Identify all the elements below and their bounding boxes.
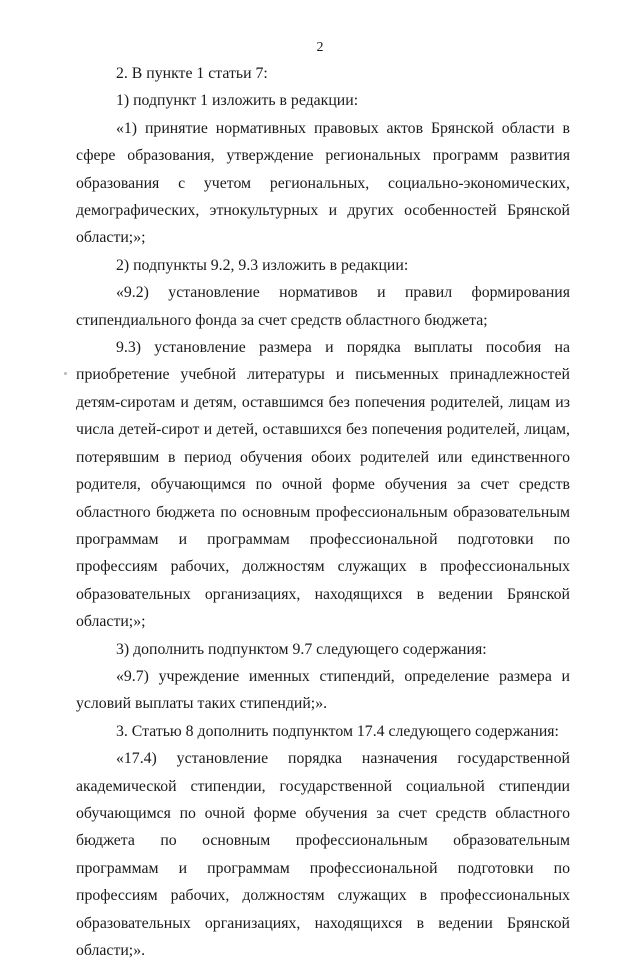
paragraph-quote-9-3: 9.3) установление размера и порядка выплаты пособия на приобретение учебной литературы и письменных принадлежностей детям-сиротам и детям, оставшимся без попечения родителей, лицам из числа детей-сирот и детей, оставшихся без попечения родителей, лицам, потерявшим в период обучения обоих родителей или единственного родителя, обучающимся по очной форме обучения за счет средств областного бюджета по основным профессиональным образовательным программам и программам профессиональной подготовки по профессиям рабочих, должностям служащих в профессиональных образовательных организациях, находящихся в ведении Брянской области;»; <box>76 339 570 631</box>
paragraph-item-3-heading: 3. Статью 8 дополнить подпунктом 17.4 следующего содержания: <box>116 722 559 740</box>
document-body <box>76 60 570 964</box>
paragraph-quote-1: «1) принятие нормативных правовых актов Брянской области в сфере образования, утверждение региональных программ развития образования с учетом региональных, социально-экономических, демографических, этнокультурных и других особенностей Брянской области;»; <box>76 119 570 247</box>
paragraph-quote-9-7: «9.7) учреждение именных стипендий, определение размера и условий выплаты таких стипендий;». <box>76 667 570 713</box>
page-number: 2 <box>316 40 324 55</box>
paragraph-quote-17-4: «17.4) установление порядка назначения государственной академической стипендии, государственной социальной стипендии обучающимся по очной форме обучения за счет средств областного бюджета по основным профессиональным образовательным программам и программам профессиональной подготовки по профессиям рабочих, должностям служащих в профессиональных образовательных организациях, находящихся в ведении Брянской области;». <box>76 750 570 959</box>
scan-artifact-dot <box>64 372 67 375</box>
paragraph-item-2-heading: 2. В пункте 1 статьи 7: <box>116 65 268 82</box>
paragraph-subitem-1: 1) подпункт 1 изложить в редакции: <box>116 92 359 110</box>
paragraph-subitem-3: 3) дополнить подпунктом 9.7 следующего содержания: <box>116 640 487 658</box>
paragraph-quote-9-2: «9.2) установление нормативов и правил формирования стипендиального фонда за счет средств областного бюджета; <box>76 284 570 329</box>
paragraph-subitem-2: 2) подпункты 9.2, 9.3 изложить в редакции: <box>116 256 409 274</box>
